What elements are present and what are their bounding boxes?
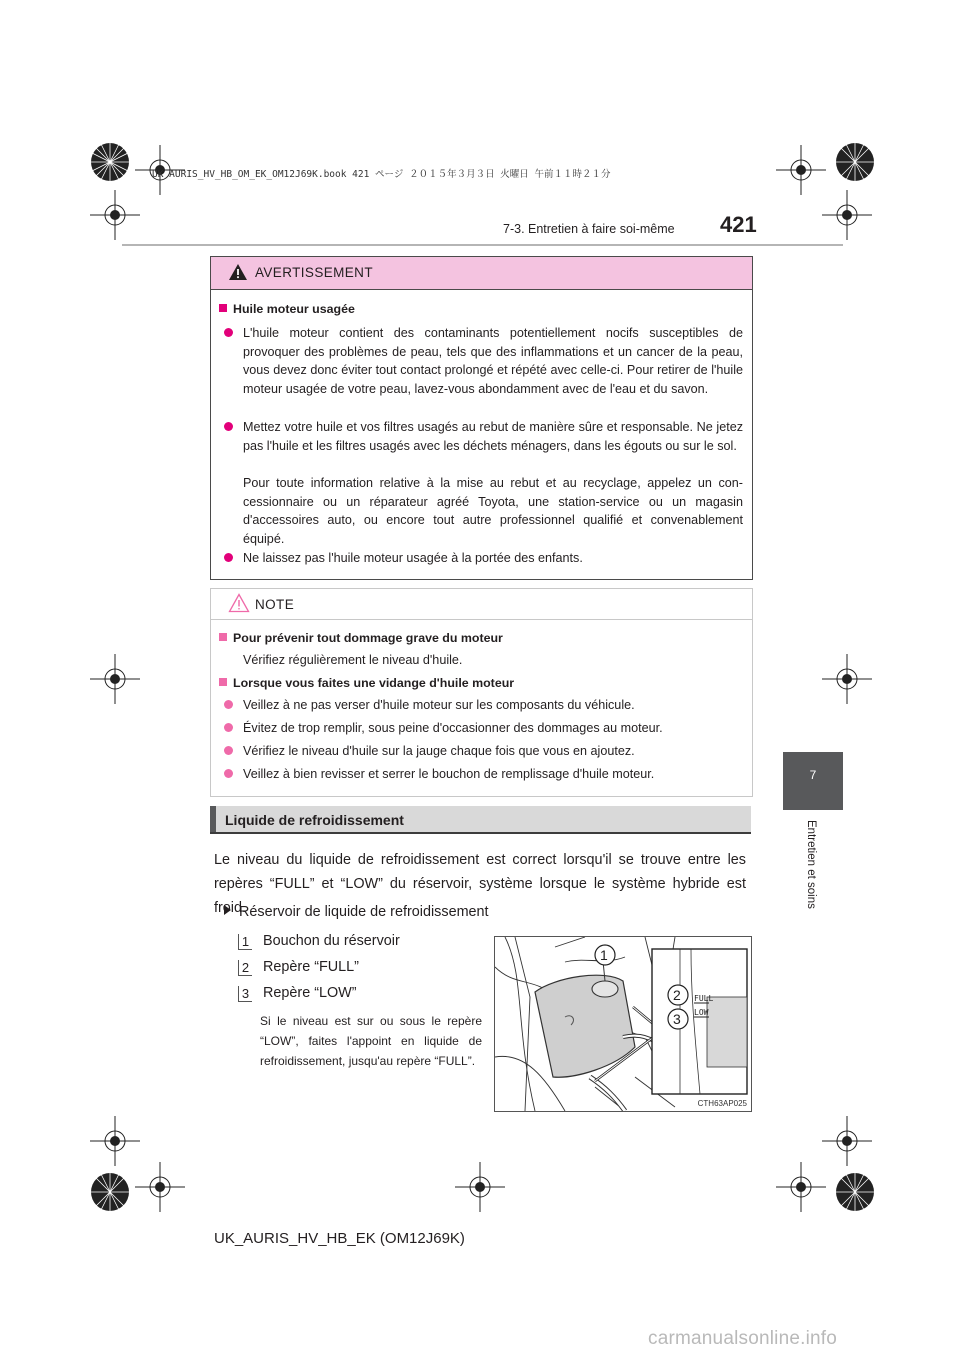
- warning-bullet-2-text: Mettez votre huile et vos filtres usagés au rebut de manière sûre et responsable. Ne jetez pas l'huile et les filtres usagés avec les déchets ménagers, dans les égouts ou sur le sol.: [243, 420, 743, 453]
- note-bullet-4: [243, 765, 743, 784]
- note-header: [211, 589, 752, 620]
- warning-box: [210, 256, 753, 580]
- header-rule: [122, 244, 843, 246]
- note-heading-1-text: Pour prévenir tout dommage grave du moteur: [233, 631, 503, 645]
- warning-heading: [219, 300, 355, 319]
- coolant-body-text: Le niveau du liquide de refroidissement est correct lorsqu'il se trouve entre les repères “FULL” et “LOW” du réservoir, système lorsque le système hybride est froid.: [214, 852, 746, 916]
- crosshair-mark-bottom-left: [90, 1116, 140, 1166]
- warning-header: [211, 257, 752, 290]
- legend-number-2: 2: [238, 960, 252, 976]
- note-bullet-4-text: Veillez à bien revisser et serrer le bouchon de remplissage d'huile moteur.: [243, 767, 655, 781]
- warning-bullet-2: [243, 418, 743, 455]
- coolant-reservoir-item: [224, 904, 489, 920]
- note-heading-1: [219, 629, 503, 648]
- bullet-dot-icon: [224, 723, 233, 732]
- note-bullet-2-text: Évitez de trop remplir, sous peine d'occasionner des dommages au moteur.: [243, 721, 663, 735]
- chapter-tab-number: 7: [809, 768, 817, 782]
- square-bullet-icon: [219, 633, 227, 641]
- figure-code: CTH63AP025: [697, 1099, 747, 1108]
- coolant-section-heading-text: Liquide de refroidissement: [225, 812, 404, 828]
- registration-mark-bottom-right-disc: [833, 1170, 877, 1214]
- bullet-dot-icon: [224, 700, 233, 709]
- warning-bullet-2-extra: Pour toute information relative à la mise au rebut et au recyclage, appelez un con-cessionnaire ou un réparateur agréé Toyota, une station-service ou un magasin d'accessoires auto, ou encore tout autre professionnel qualifié et convenablement équipé.: [243, 476, 743, 546]
- coolant-reservoir-figure: [494, 936, 752, 1112]
- note-bullet-2: [243, 719, 743, 738]
- crosshair-mark-bottom-center-left: [135, 1162, 185, 1212]
- manual-code: UK_AURIS_HV_HB_EK (OM12J69K): [214, 1230, 465, 1247]
- note-title: NOTE: [255, 597, 295, 612]
- caution-outline-icon: [228, 593, 250, 613]
- note-heading-2-text: Lorsque vous faites une vidange d'huile moteur: [233, 676, 515, 690]
- watermark: carmanualsonline.info: [648, 1328, 838, 1349]
- warning-bullet-3-text: Ne laissez pas l'huile moteur usagée à la portée des enfants.: [243, 551, 583, 565]
- note-bullet-1-text: Veillez à ne pas verser d'huile moteur sur les composants du véhicule.: [243, 698, 635, 712]
- bullet-dot-icon: [224, 328, 233, 337]
- crosshair-mark-mid-left: [90, 654, 140, 704]
- book-file-info: UK AURIS_HV_HB_OM_EK_OM12J69K.book 421 ページ ２０１５年３月３日 火曜日 午前１１時２１分: [152, 169, 611, 180]
- crosshair-mark-top-left: [90, 190, 140, 240]
- figure-mark-full: FULL: [694, 994, 714, 1003]
- crosshair-mark-top-center-right: [776, 145, 826, 195]
- warning-bullet-3: [243, 549, 743, 568]
- chapter-side-label: [803, 820, 819, 940]
- coolant-reservoir-label: Réservoir de liquide de refroidissement: [239, 904, 489, 920]
- section-accent: [210, 806, 216, 832]
- bullet-dot-icon: [224, 769, 233, 778]
- figure-callout-1: 1: [600, 947, 608, 963]
- figure-mark-low: LOW: [694, 1008, 709, 1017]
- note-heading-2: [219, 674, 514, 693]
- legend-label-2: Repère “FULL”: [263, 959, 359, 975]
- arrow-bullet-icon: [224, 905, 231, 915]
- legend-item-2: [238, 959, 359, 976]
- warning-title: AVERTISSEMENT: [255, 265, 373, 280]
- bullet-dot-icon: [224, 422, 233, 431]
- legend-item-1: [238, 933, 400, 950]
- legend-label-3: Repère “LOW”: [263, 985, 357, 1001]
- crosshair-mark-bottom-right: [822, 1116, 872, 1166]
- square-bullet-icon: [219, 678, 227, 686]
- registration-mark-top-right-disc: [833, 140, 877, 184]
- note-bullet-1: [243, 696, 743, 715]
- legend-number-1: 1: [238, 934, 252, 950]
- legend-label-1: Bouchon du réservoir: [263, 933, 400, 949]
- figure-callout-3: 3: [673, 1011, 681, 1027]
- legend-item-3: [238, 985, 357, 1002]
- page-number: 421: [720, 212, 757, 237]
- note-bullet-3-text: Vérifiez le niveau d'huile sur la jauge chaque fois que vous en ajoutez.: [243, 744, 635, 758]
- crosshair-mark-mid-right: [822, 654, 872, 704]
- coolant-refill-note: Si le niveau est sur ou sous le repère “LOW”, faites l'appoint en liquide de refroidissement, jusqu'au repère “FULL”.: [260, 1014, 482, 1068]
- registration-mark-bottom-left-disc: [88, 1170, 132, 1214]
- note-bullet-3: [243, 742, 743, 761]
- crosshair-mark-top-right: [822, 190, 872, 240]
- coolant-section-heading: [210, 806, 751, 834]
- square-bullet-icon: [219, 304, 227, 312]
- engine-bay-illustration: [495, 937, 751, 1111]
- warning-bullet-1: [243, 324, 743, 398]
- warning-triangle-icon: [228, 263, 248, 281]
- bullet-dot-icon: [224, 553, 233, 562]
- legend-number-3: 3: [238, 986, 252, 1002]
- note-box: [210, 588, 753, 797]
- crosshair-mark-bottom-center: [455, 1162, 505, 1212]
- chapter-side-label-text: Entretien et soins: [805, 820, 817, 909]
- warning-heading-text: Huile moteur usagée: [233, 302, 355, 316]
- registration-mark-top-left-disc: [88, 140, 132, 184]
- figure-callout-2: 2: [673, 987, 681, 1003]
- bullet-dot-icon: [224, 746, 233, 755]
- note-para-1: Vérifiez régulièrement le niveau d'huile.: [243, 653, 463, 667]
- section-title: 7-3. Entretien à faire soi-même: [503, 222, 675, 236]
- warning-bullet-1-text: L'huile moteur contient des contaminants potentiellement nocifs susceptibles de provoquer des problèmes de peau, tels que des inflammations et un cancer de la peau, vous devez donc éviter tout contact prolongé et répété avec celle-ci. Pour retirer de l'huile moteur usagée de votre peau, lavez-vous abondamment avec de l'eau et du savon.: [243, 326, 743, 396]
- crosshair-mark-bottom-center-right: [776, 1162, 826, 1212]
